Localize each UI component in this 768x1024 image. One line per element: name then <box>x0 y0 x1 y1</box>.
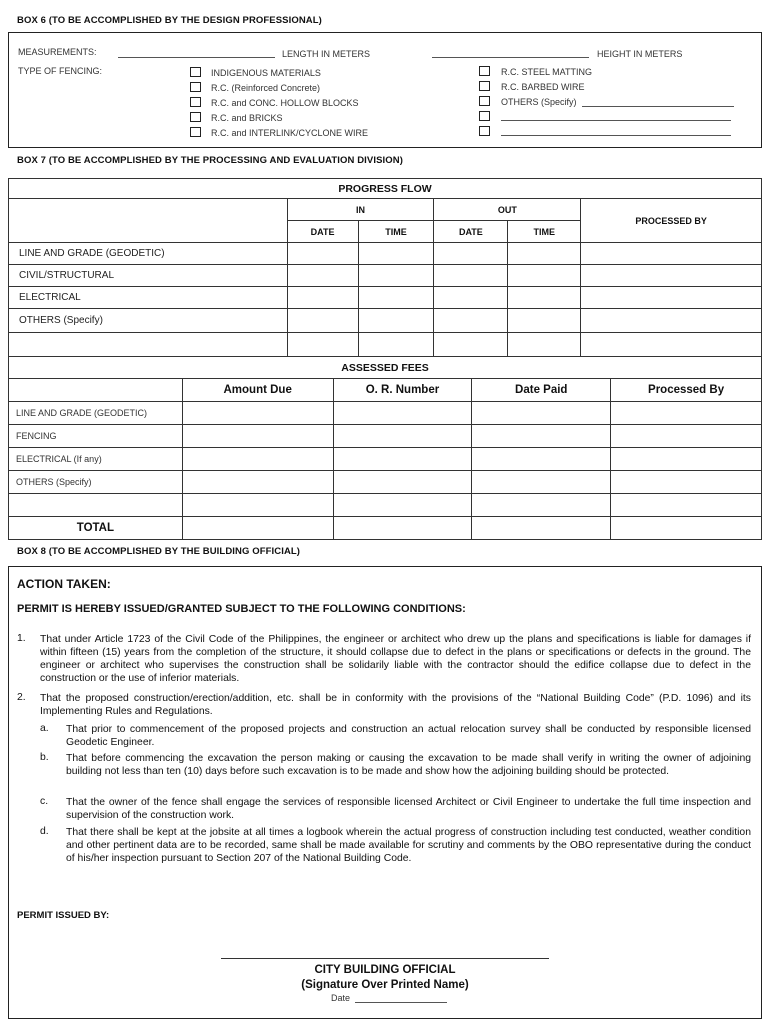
checkbox-others[interactable] <box>479 96 490 106</box>
table-row <box>9 471 762 494</box>
height-field[interactable] <box>432 57 589 58</box>
row-label: OTHERS (Specify) <box>9 309 288 333</box>
height-label: HEIGHT IN METERS <box>597 49 683 59</box>
row-label: LINE AND GRADE (GEODETIC) <box>9 243 288 265</box>
condition-letter: a. <box>40 723 49 734</box>
date-heading: DATE <box>287 221 358 243</box>
condition-letter: c. <box>40 796 49 807</box>
condition-1: That under Article 1723 of the Civil Code of the Philippines, the engineer or architect who drew up the plans and specifications is liable for damages if within fifteen (15) years from the completion of the structure, it should collapse due to defect in the plans or specifications or defects in the ground. The engineer or architect who supervises the construction shall be solidarily liable with the contractor should the edifice collapse due to defect in the construction or the use of inferior materials. <box>40 634 751 685</box>
progress-flow-heading: PROGRESS FLOW <box>9 179 762 199</box>
total-row <box>9 517 762 540</box>
assessed-fees-table <box>8 356 762 540</box>
checkbox-steel-matting[interactable] <box>479 66 490 76</box>
signature-line[interactable] <box>221 958 549 959</box>
condition-a: That prior to commencement of the proposed projects and construction an actual relocation survey shall be conducted by responsible licensed Geodetic Engineer. <box>66 724 751 749</box>
out-heading: OUT <box>434 199 581 221</box>
row-label: ELECTRICAL <box>9 287 288 309</box>
row-label: CIVIL/STRUCTURAL <box>9 265 288 287</box>
action-taken-heading: ACTION TAKEN: <box>17 577 111 591</box>
box6-title: BOX 6 (TO BE ACCOMPLISHED BY THE DESIGN PROFESSIONAL) <box>17 15 322 26</box>
checkbox-rc[interactable] <box>190 82 201 92</box>
row-label: FENCING <box>9 425 183 448</box>
table-row <box>9 494 762 517</box>
checkbox-barbed-wire[interactable] <box>479 81 490 91</box>
row-label <box>9 333 288 357</box>
option-label: R.C. and BRICKS <box>211 113 283 123</box>
date-label: Date <box>331 993 351 1003</box>
table-row <box>9 243 762 265</box>
fencing-label: TYPE OF FENCING: <box>18 66 103 76</box>
option-label: R.C. and INTERLINK/CYCLONE WIRE <box>211 128 369 138</box>
row-label: ELECTRICAL (If any) <box>9 448 183 471</box>
row-label: OTHERS (Specify) <box>9 471 183 494</box>
blank-field-2[interactable] <box>501 135 731 136</box>
checkbox-indigenous[interactable] <box>190 67 201 77</box>
table-row <box>9 265 762 287</box>
option-label: R.C. and CONC. HOLLOW BLOCKS <box>211 98 359 108</box>
option-label: R.C. BARBED WIRE <box>501 82 585 92</box>
column-header: Amount Due <box>182 379 333 402</box>
checkbox-blank-1[interactable] <box>479 111 490 121</box>
others-specify-field[interactable] <box>582 106 734 107</box>
column-header: Processed By <box>611 379 762 402</box>
condition-2: That the proposed construction/erection/addition, etc. shall be in conformity with the provisions of the “National Building Code” (P.D. 1096) and its Implementing Rules and Regulations. <box>40 693 751 718</box>
row-label <box>9 494 183 517</box>
table-row <box>9 287 762 309</box>
table-row <box>9 402 762 425</box>
date-heading: DATE <box>434 221 508 243</box>
table-row <box>9 448 762 471</box>
assessed-fees-heading: ASSESSED FEES <box>9 357 762 379</box>
table-row <box>9 309 762 333</box>
row-label: LINE AND GRADE (GEODETIC) <box>9 402 183 425</box>
blank-field-1[interactable] <box>501 120 731 121</box>
condition-b: That before commencing the excavation the person making or causing the excavation to be made shall verify in writing the owner of adjoining building not less than ten (10) days before such excavation is to be made and show how the adjoining building should be protected. <box>66 753 751 778</box>
checkbox-rc-bricks[interactable] <box>190 112 201 122</box>
column-header: O. R. Number <box>333 379 472 402</box>
condition-number: 2. <box>17 692 26 703</box>
permit-conditions-heading: PERMIT IS HEREBY ISSUED/GRANTED SUBJECT TO THE FOLLOWING CONDITIONS: <box>17 603 466 615</box>
length-field[interactable] <box>118 57 275 58</box>
checkbox-rc-chb[interactable] <box>190 97 201 107</box>
processed-by-heading: PROCESSED BY <box>581 199 762 243</box>
condition-letter: d. <box>40 826 49 837</box>
column-header: Date Paid <box>472 379 611 402</box>
measurements-label: MEASUREMENTS: <box>18 47 97 57</box>
in-heading: IN <box>287 199 434 221</box>
condition-c: That the owner of the fence shall engage the services of responsible licensed Architect or Civil Engineer to undertake the full time inspection and supervision of the construction work. <box>66 797 751 822</box>
box7-title: BOX 7 (TO BE ACCOMPLISHED BY THE PROCESSING AND EVALUATION DIVISION) <box>17 155 403 166</box>
length-label: LENGTH IN METERS <box>282 49 371 59</box>
time-heading: TIME <box>358 221 434 243</box>
checkbox-blank-2[interactable] <box>479 126 490 136</box>
total-label: TOTAL <box>9 517 183 540</box>
progress-flow-table <box>8 178 762 357</box>
option-label: R.C. STEEL MATTING <box>501 67 593 77</box>
option-label: R.C. (Reinforced Concrete) <box>211 83 321 93</box>
option-label: OTHERS (Specify) <box>501 97 577 107</box>
checkbox-rc-interlink[interactable] <box>190 127 201 137</box>
condition-letter: b. <box>40 752 49 763</box>
condition-number: 1. <box>17 633 26 644</box>
condition-d: That there shall be kept at the jobsite at all times a logbook wherein the actual progress of construction including test conducted, weather condition and other pertinent data are to be recorded, same shall be made available for scrutiny and comments by the OBO representative during the conduct of his/her inspection pursuant to Section 207 of the National Building Code. <box>66 827 751 865</box>
date-field[interactable] <box>355 1002 447 1003</box>
table-row <box>9 425 762 448</box>
permit-issued-by-label: PERMIT ISSUED BY: <box>17 910 110 921</box>
time-heading: TIME <box>508 221 581 243</box>
table-row <box>9 333 762 357</box>
signature-caption: (Signature Over Printed Name) <box>301 979 469 991</box>
official-title: CITY BUILDING OFFICIAL <box>314 964 456 976</box>
option-label: INDIGENOUS MATERIALS <box>211 68 321 78</box>
box8-title: BOX 8 (TO BE ACCOMPLISHED BY THE BUILDING OFFICIAL) <box>17 546 301 557</box>
